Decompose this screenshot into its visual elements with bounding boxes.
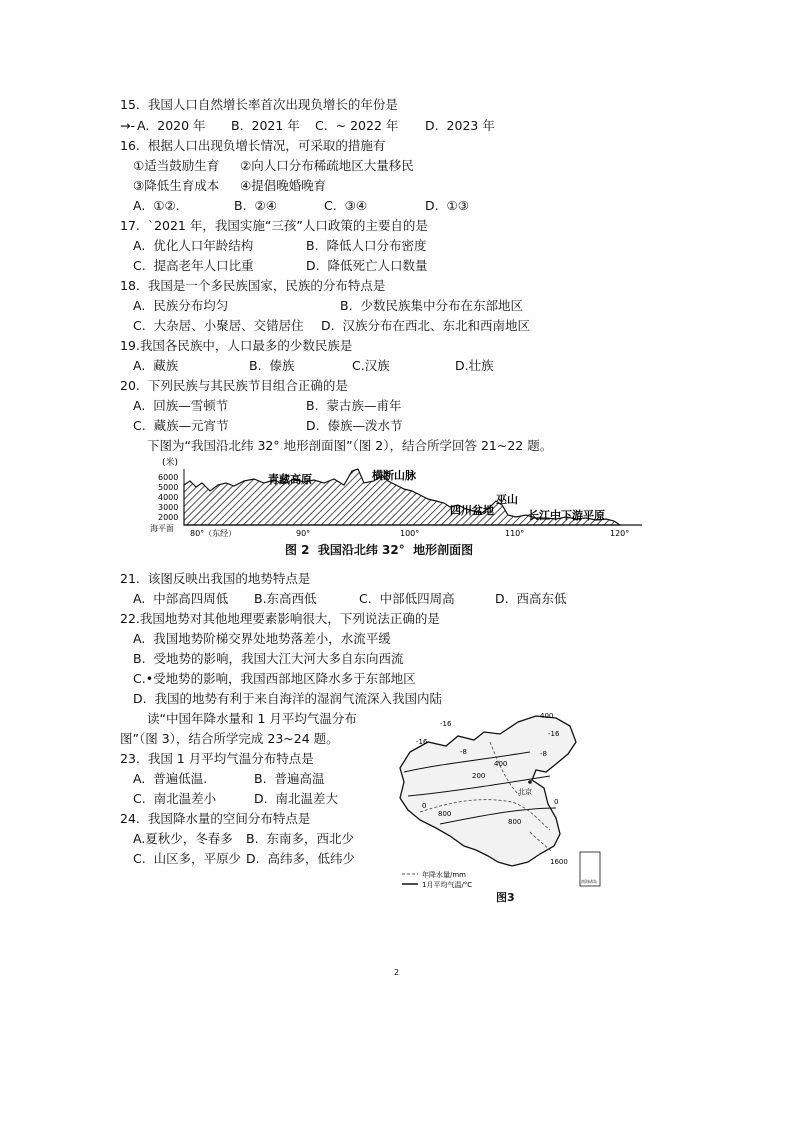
q20-option-a: A. 回族—雪顿节 <box>133 398 229 413</box>
q20-option-c: C. 藏族—元宵节 <box>133 418 229 433</box>
profile-sea-level-label: 海平面 <box>150 524 174 533</box>
beijing-marker <box>528 780 532 784</box>
q21-option-c: C. 中部低四周高 <box>359 591 455 606</box>
q15-option-d: D. 2023 年 <box>425 118 495 133</box>
isotherm-label: 0 <box>554 798 559 806</box>
city-label-beijing: 北京 <box>518 788 532 796</box>
profile-x-tick-110: 110° <box>505 529 525 538</box>
inset-label: 南海诸岛 <box>581 879 597 884</box>
isohyet-label: 1600 <box>550 858 568 866</box>
q16-stem: 16. 根据人口出现负增长情况，可采取的措施有 <box>120 138 386 153</box>
q22-option-c: C.•受地势的影响，我国西部地区降水多于东部地区 <box>133 671 416 686</box>
q24-stem: 24. 我国降水量的空间分布特点是 <box>120 811 311 826</box>
q19-option-a: A. 藏族 <box>133 358 179 373</box>
profile-unit-label: (米) <box>162 458 179 468</box>
figure-3-intro-line-2: 图”（图 3），结合所学完成 23~24 题。 <box>120 731 339 746</box>
isohyet-label: 200 <box>472 772 486 780</box>
q22-stem: 22.我国地势对其他地理要素影响很大，下列说法正确的是 <box>120 611 440 626</box>
profile-x-tick-100: 100° <box>400 529 420 538</box>
q15-stem: 15. 我国人口自然增长率首次出现负增长的年份是 <box>120 97 398 112</box>
profile-y-tick-5000: 5000 <box>158 483 179 492</box>
q22-option-b: B. 受地势的影响，我国大江大河大多自东向西流 <box>133 651 404 666</box>
q18-stem: 18. 我国是一个多民族国家，民族的分布特点是 <box>120 278 386 293</box>
page-number: 2 <box>394 968 400 977</box>
q16-option-d: D. ①③ <box>425 198 469 213</box>
q15-option-b: B. 2021 年 <box>231 118 300 133</box>
q19-option-b: B. 傣族 <box>249 358 295 373</box>
q19-option-d: D.壮族 <box>455 358 494 373</box>
isotherm-label: -16 <box>416 738 428 746</box>
isotherm-label: -16 <box>440 720 452 728</box>
isohyet-label: 400 <box>494 760 508 768</box>
q21-option-b: B.东高西低 <box>254 591 317 606</box>
isohyet-label: 800 <box>508 818 522 826</box>
q17-option-b: B. 降低人口分布密度 <box>306 238 427 253</box>
legend-temp-label: 1月平均气温/°C <box>422 881 473 889</box>
q23-option-d: D. 南北温差大 <box>254 791 339 806</box>
q16-item-1: ①适当鼓励生育 <box>133 158 220 173</box>
q21-stem: 21. 该图反映出我国的地势特点是 <box>120 571 311 586</box>
profile-x-tick-120: 120° <box>610 529 630 538</box>
profile-label-sichuan-basin: 四川盆地 <box>450 504 494 517</box>
terrain-profile-figure <box>150 455 645 545</box>
profile-x-tick-90: 90° <box>296 529 311 538</box>
profile-x-tick-80: 80°（东经） <box>190 529 237 538</box>
figure-3-intro-line-1: 读“中国年降水量和 1 月平均气温分布 <box>147 711 357 726</box>
profile-y-tick-6000: 6000 <box>158 473 179 482</box>
profile-y-tick-4000: 4000 <box>158 493 179 502</box>
figure-2-intro: 下图为“我国沿北纬 32° 地形剖面图”（图 2），结合所学回答 21~22 题。 <box>147 438 553 453</box>
q18-option-b: B. 少数民族集中分布在东部地区 <box>340 298 523 313</box>
q15-prefix: →- <box>120 118 135 133</box>
q21-option-d: D. 西高东低 <box>495 591 567 606</box>
q17-option-c: C. 提高老年人口比重 <box>133 258 254 273</box>
isotherm-label: -8 <box>460 748 467 756</box>
q23-option-c: C. 南北温差小 <box>133 791 217 806</box>
profile-y-tick-2000: 2000 <box>158 513 179 522</box>
q16-item-3: ③降低生育成本 <box>133 178 220 193</box>
isotherm-label: -8 <box>540 750 547 758</box>
q21-option-a: A. 中部高四周低 <box>133 591 229 606</box>
q23-option-b: B. 普遍高温 <box>254 771 325 786</box>
q18-option-a: A. 民族分布均匀 <box>133 298 229 313</box>
profile-label-wushan: 巫山 <box>496 493 518 506</box>
q22-option-a: A. 我国地势阶梯交界处地势落差小，水流平缓 <box>133 631 391 646</box>
profile-label-changjiang-plain: 长江中下游平原 <box>528 509 605 522</box>
q15-option-c: C. ~ 2022 年 <box>315 118 399 133</box>
q16-item-2: ②向人口分布稀疏地区大量移民 <box>240 158 414 173</box>
q16-option-c: C. ③④ <box>324 198 368 213</box>
q16-item-4: ④提倡晚婚晚育 <box>240 178 327 193</box>
figure-3-caption: 图3 <box>496 891 515 904</box>
q19-option-c: C.汉族 <box>352 358 390 373</box>
isotherm-label: 0 <box>422 802 427 810</box>
profile-y-tick-3000: 3000 <box>158 503 179 512</box>
profile-label-hengduan-mountains: 横断山脉 <box>372 469 416 482</box>
q22-option-d: D. 我国的地势有利于来自海洋的湿润气流深入我国内陆 <box>133 691 443 706</box>
q24-option-c: C. 山区多，平原少 <box>133 851 242 866</box>
q20-stem: 20. 下列民族与其民族节目组合正确的是 <box>120 378 348 393</box>
q17-option-d: D. 降低死亡人口数量 <box>306 258 428 273</box>
q18-option-c: C. 大杂居、小聚居、交错居住 <box>133 318 304 333</box>
q20-option-d: D. 傣族—泼水节 <box>306 418 403 433</box>
isohyet-label: 800 <box>438 810 452 818</box>
figure-2-caption: 图 2 我国沿北纬 32° 地形剖面图 <box>285 543 474 557</box>
isotherm-label: -16 <box>548 730 560 738</box>
q17-stem: 17. `2021 年，我国实施“三孩”人口政策的主要自的是 <box>120 218 428 233</box>
isohyet-label: 400 <box>540 712 554 720</box>
q24-option-b: B. 东南多，西北少 <box>246 831 354 846</box>
legend-precip-label: 年降水量/mm <box>422 871 466 879</box>
q16-option-b: B. ②④ <box>234 198 277 213</box>
q20-option-b: B. 蒙古族—甫年 <box>306 398 402 413</box>
q17-option-a: A. 优化人口年龄结构 <box>133 238 254 253</box>
q24-option-a: A.夏秋少，冬春多 <box>133 831 233 846</box>
china-precipitation-temperature-map <box>380 712 605 902</box>
profile-label-qinghai-plateau: 青藏高原 <box>268 473 312 486</box>
q23-stem: 23. 我国 1 月平均气温分布特点是 <box>120 751 314 766</box>
q19-stem: 19.我国各民族中，人口最多的少数民族是 <box>120 338 353 353</box>
q15-option-a: A. 2020 年 <box>137 118 206 133</box>
q18-option-d: D. 汉族分布在西北、东北和西南地区 <box>321 318 531 333</box>
q23-option-a: A. 普遍低温. <box>133 771 208 786</box>
q16-option-a: A. ①②. <box>133 198 180 213</box>
q24-option-d: D. 高纬多，低纬少 <box>246 851 356 866</box>
